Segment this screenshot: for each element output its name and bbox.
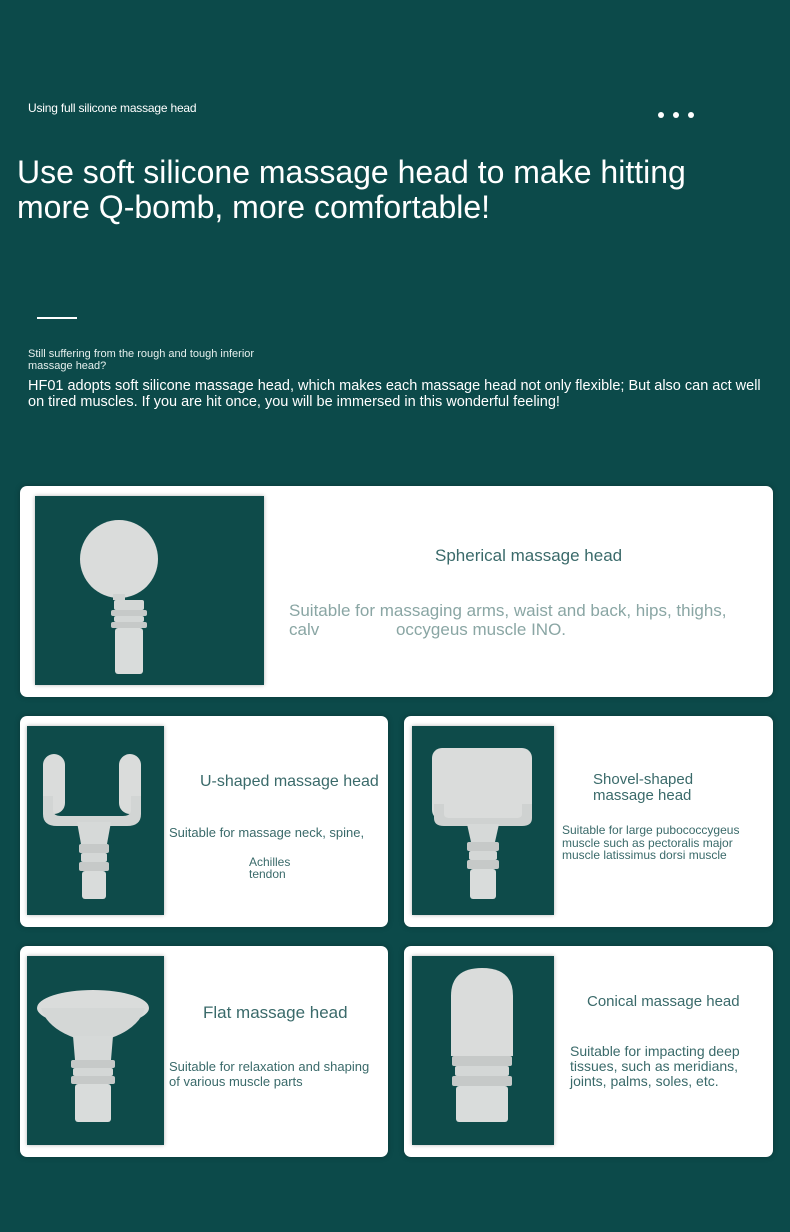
- shovel-title: Shovel-shaped massage head: [593, 771, 694, 804]
- u-shaped-title: U-shaped massage head: [200, 773, 379, 790]
- headline: Use soft silicone massage head to make hitting more Q-bomb, more comfortable!: [17, 154, 686, 225]
- conical-head-icon: [412, 956, 554, 1145]
- spherical-desc-main: Suitable for massaging arms, waist and back, hips, thighs, calv: [289, 601, 727, 639]
- card-shovel: [404, 716, 773, 927]
- spherical-head-icon: [35, 496, 264, 685]
- spherical-head-image: [35, 496, 264, 685]
- u-shaped-desc: Suitable for massage neck, spine,: [169, 825, 365, 840]
- card-spherical: [20, 486, 773, 697]
- flat-head-icon: [27, 956, 164, 1145]
- u-shaped-head-image: [27, 726, 164, 915]
- spherical-title: Spherical massage head: [435, 546, 623, 565]
- conical-desc: Suitable for impacting deep tissues, such as meridians, joints, palms, soles, etc.: [570, 1043, 740, 1089]
- eyebrow-text: Using full silicone massage head: [28, 101, 197, 115]
- description-text: HF01 adopts soft silicone massage head, which makes each massage head not only flexible; But also can act well on tired muscles. If you are hit once, you will be immersed in this wonderful feeling!: [28, 378, 761, 410]
- flat-head-image: [27, 956, 164, 1145]
- shovel-head-icon: [412, 726, 554, 915]
- flat-desc: Suitable for relaxation and shaping of various muscle parts: [169, 1059, 370, 1089]
- u-shaped-head-icon: [27, 726, 164, 915]
- flat-title: Flat massage head: [203, 1003, 348, 1022]
- spherical-desc: [289, 601, 759, 639]
- u-shaped-desc-2: Achilles tendon: [249, 855, 291, 881]
- divider: [37, 317, 77, 319]
- more-icon: [658, 112, 694, 118]
- spherical-desc-tail: occygeus muscle INO.: [395, 620, 567, 639]
- card-conical: [404, 946, 773, 1157]
- shovel-head-image: [412, 726, 554, 915]
- card-flat: [20, 946, 388, 1157]
- conical-title: Conical massage head: [587, 993, 740, 1010]
- question-text: Still suffering from the rough and tough inferior massage head?: [28, 348, 255, 372]
- card-u-shaped: [20, 716, 388, 927]
- shovel-desc: Suitable for large pubococcygeus muscle such as pectoralis major muscle latissimus dorsi muscle: [562, 823, 740, 862]
- conical-head-image: [412, 956, 554, 1145]
